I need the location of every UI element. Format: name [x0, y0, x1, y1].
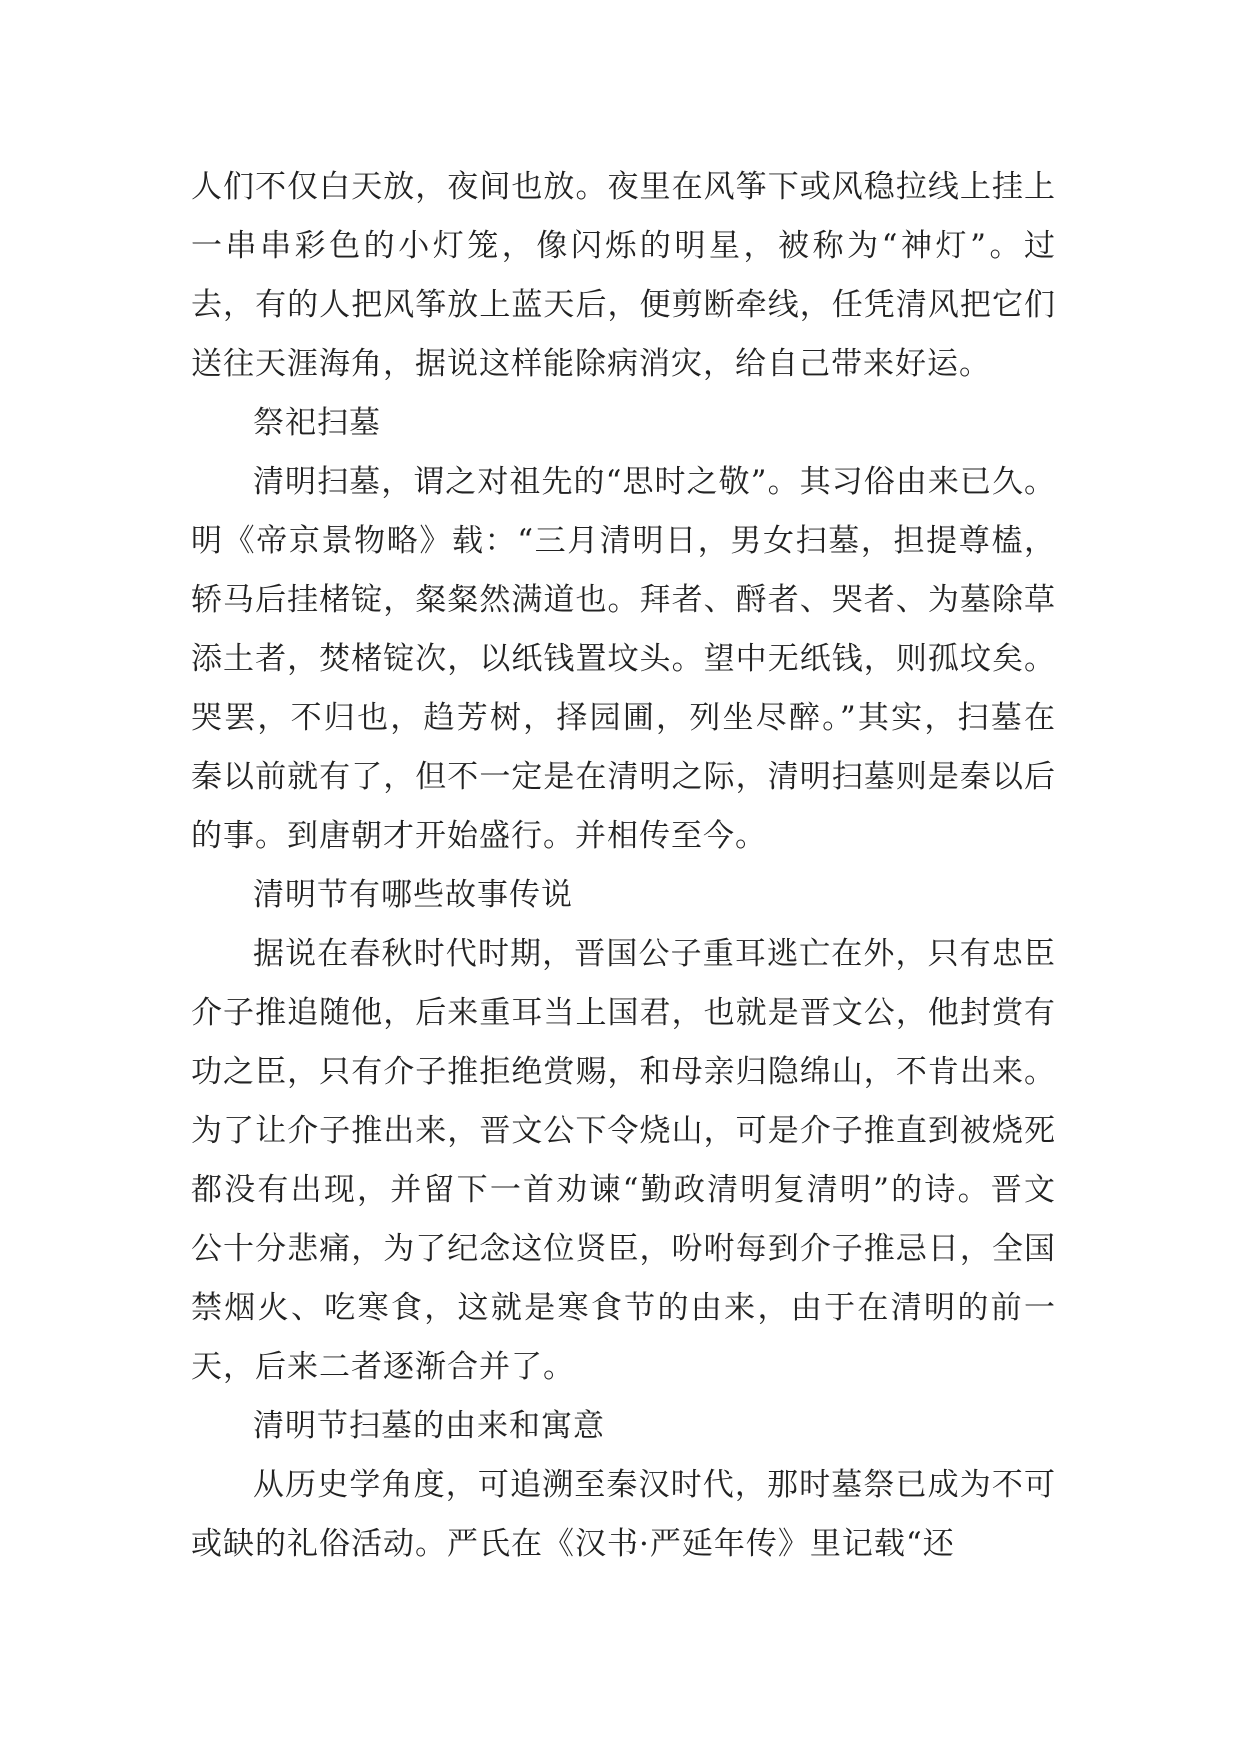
- heading-origin-meaning: 清明节扫墓的由来和寓意: [253, 1408, 605, 1444]
- heading-tomb-sweeping: 祭祀扫墓: [253, 405, 381, 441]
- document-page: [191, 158, 1056, 1574]
- heading-legends: 清明节有哪些故事传说: [253, 877, 573, 913]
- paragraph-history: 从历史学角度，可追溯至秦汉时代，那时墓祭已成为不可或缺的礼俗活动。严氏在《汉书·严延年传》里记载“还: [191, 1467, 1056, 1562]
- paragraph-tomb-sweeping: 清明扫墓，谓之对祖先的“思时之敬”。其习俗由来已久。明《帝京景物略》载：“三月清明日，男女扫墓，担提尊榼，轿马后挂楮锭，粲粲然满道也。拜者、酹者、哭者、为墓除草添土者，焚楮锭次，以纸钱置坟头。望中无纸钱，则孤坟矣。哭罢，不归也，趋芳树，择园圃，列坐尽醉。”其实，扫墓在秦以前就有了，但不一定是在清明之际，清明扫墓则是秦以后的事。到唐朝才开始盛行。并相传至今。: [191, 464, 1056, 854]
- paragraph-kite-lanterns: 人们不仅白天放，夜间也放。夜里在风筝下或风稳拉线上挂上一串串彩色的小灯笼，像闪烁的明星，被称为“神灯”。过去，有的人把风筝放上蓝天后，便剪断牵线，任凭清风把它们送往天涯海角，据说这样能除病消灾，给自己带来好运。: [191, 169, 1056, 382]
- paragraph-jie-zitui: 据说在春秋时代时期，晋国公子重耳逃亡在外，只有忠臣介子推追随他，后来重耳当上国君，也就是晋文公，他封赏有功之臣，只有介子推拒绝赏赐，和母亲归隐绵山，不肯出来。为了让介子推出来，晋文公下令烧山，可是介子推直到被烧死都没有出现，并留下一首劝谏“勤政清明复清明”的诗。晋文公十分悲痛，为了纪念这位贤臣，吩咐每到介子推忌日，全国禁烟火、吃寒食，这就是寒食节的由来，由于在清明的前一天，后来二者逐渐合并了。: [191, 936, 1056, 1385]
